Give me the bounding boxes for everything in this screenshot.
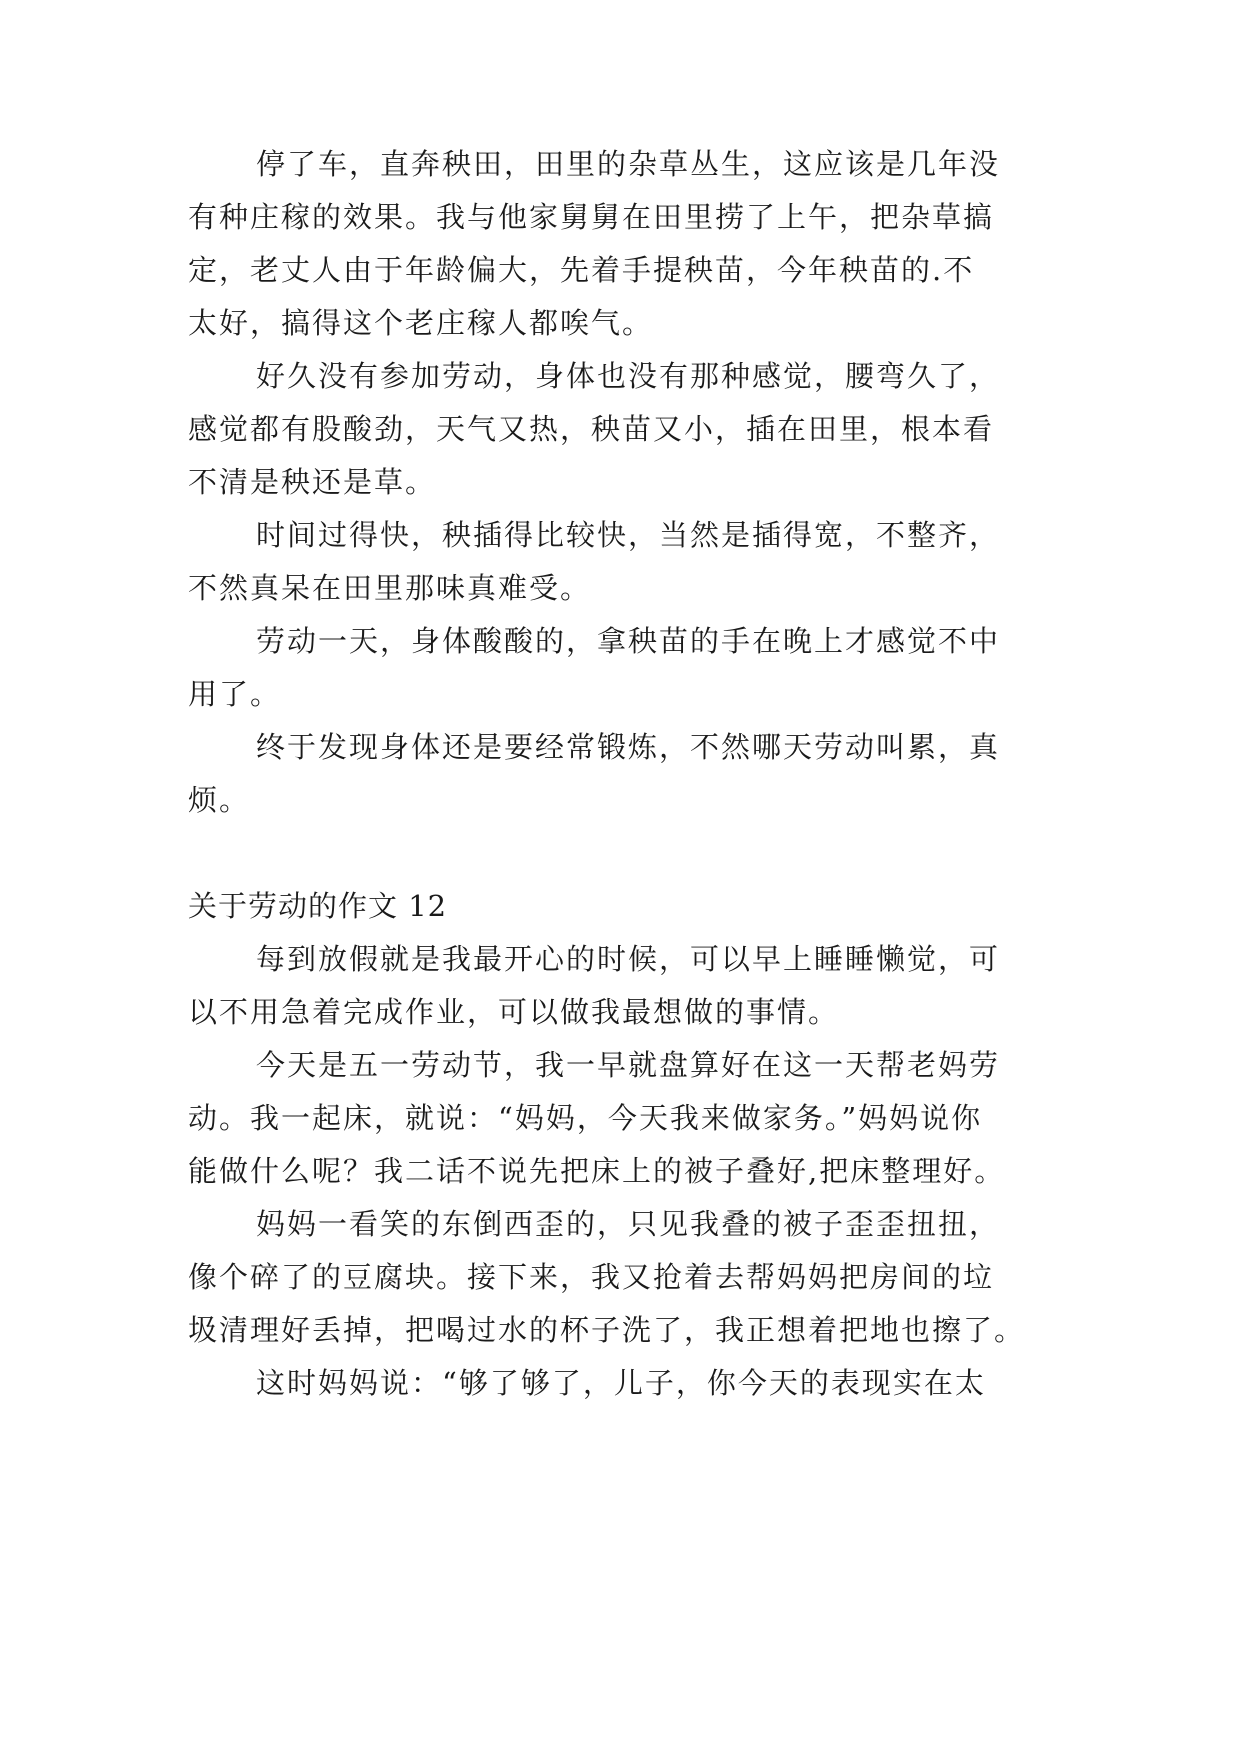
paragraph-5-line-1: 终于发现身体还是要经常锻炼，不然哪天劳动叫累，真 bbox=[256, 730, 1001, 764]
paragraph-1-line-1: 停了车，直奔秧田，田里的杂草丛生，这应该是几年没 bbox=[256, 147, 1001, 181]
paragraph-3-line-1: 时间过得快，秧插得比较快，当然是插得宽，不整齐， bbox=[256, 518, 1001, 552]
paragraph-7-line-3: 能做什么呢？我二话不说先把床上的被子叠好,把床整理好。 bbox=[188, 1154, 1006, 1188]
paragraph-4-line-2: 用了。 bbox=[188, 677, 282, 711]
paragraph-6-line-2: 以不用急着完成作业，可以做我最想做的事情。 bbox=[188, 995, 840, 1029]
paragraph-9-line-1: 这时妈妈说：“够了够了，儿子，你今天的表现实在太 bbox=[256, 1366, 986, 1400]
paragraph-7-line-1: 今天是五一劳动节，我一早就盘算好在这一天帮老妈劳 bbox=[256, 1048, 1001, 1082]
paragraph-5-line-2: 烦。 bbox=[188, 783, 251, 817]
paragraph-4-line-1: 劳动一天，身体酸酸的，拿秧苗的手在晚上才感觉不中 bbox=[256, 624, 1001, 658]
paragraph-6-line-1: 每到放假就是我最开心的时候，可以早上睡睡懒觉，可 bbox=[256, 942, 1001, 976]
paragraph-7-line-2: 动。我一起床，就说：“妈妈，今天我来做家务。”妈妈说你 bbox=[188, 1101, 983, 1135]
paragraph-1-line-2: 有种庄稼的效果。我与他家舅舅在田里捞了上午，把杂草搞 bbox=[188, 200, 995, 234]
paragraph-3-line-2: 不然真呆在田里那味真难受。 bbox=[188, 571, 592, 605]
section-heading: 关于劳动的作文 12 bbox=[188, 889, 448, 923]
paragraph-1-line-4: 太好，搞得这个老庄稼人都唉气。 bbox=[188, 306, 654, 340]
paragraph-8-line-3: 圾清理好丢掉，把喝过水的杯子洗了，我正想着把地也擦了。 bbox=[188, 1313, 1026, 1347]
paragraph-8-line-1: 妈妈一看笑的东倒西歪的，只见我叠的被子歪歪扭扭， bbox=[256, 1207, 1001, 1241]
paragraph-1-line-3: 定，老丈人由于年龄偏大，先着手提秧苗，今年秧苗的.不 bbox=[188, 253, 975, 287]
paragraph-8-line-2: 像个碎了的豆腐块。接下来，我又抢着去帮妈妈把房间的垃 bbox=[188, 1260, 995, 1294]
paragraph-2-line-1: 好久没有参加劳动，身体也没有那种感觉，腰弯久了， bbox=[256, 359, 1001, 393]
paragraph-2-line-2: 感觉都有股酸劲，天气又热，秧苗又小，插在田里，根本看 bbox=[188, 412, 995, 446]
paragraph-2-line-3: 不清是秧还是草。 bbox=[188, 465, 437, 499]
